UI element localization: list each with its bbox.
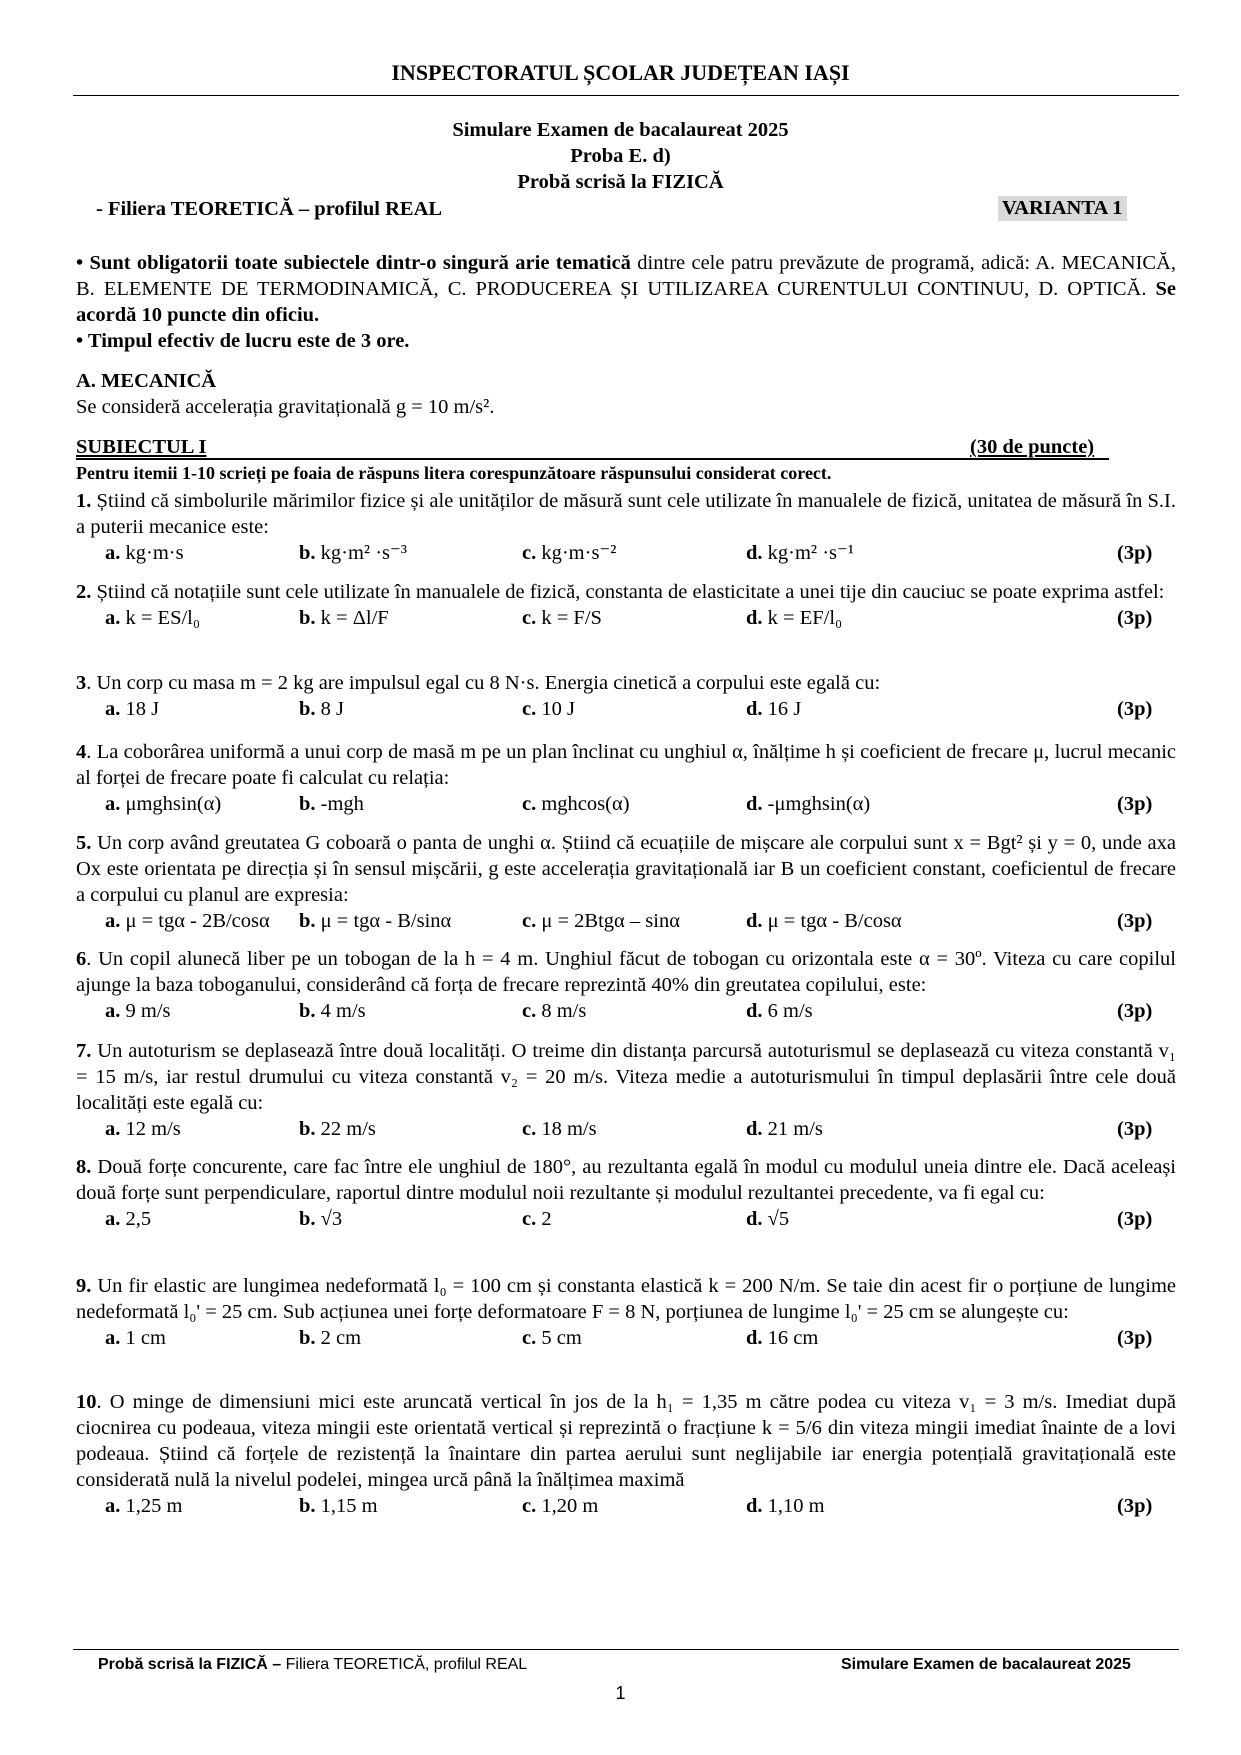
question-2 bbox=[76, 579, 1176, 633]
option-value: 10 J bbox=[541, 698, 575, 720]
option-d bbox=[746, 1206, 789, 1232]
question-body: Un fir elastic are lungimea nedeformată l₀ = 100 cm și constanta elastică k = 200 N/m. Se taie din acest fir o porțiune de lungime nedeformată l₀' = 25 cm. Sub acțiunea unei forțe deformatoare F = 8 N, porțiunea de lungime l₀' = 25 cm se alungește cu: bbox=[76, 1275, 1176, 1323]
option-c bbox=[522, 1116, 597, 1142]
option-c bbox=[522, 540, 616, 566]
option-value: k = Δl/F bbox=[320, 607, 389, 629]
option-c bbox=[522, 696, 575, 722]
question-points: (3p) bbox=[1117, 1208, 1153, 1230]
option-d bbox=[746, 1325, 818, 1351]
exam-title: Simulare Examen de bacalaureat 2025 bbox=[452, 119, 789, 141]
question-body: Știind că notațiile sunt cele utilizate în manualele de fizică, constanta de elasticitate a unei tije din cauciuc se poate exprima astfel: bbox=[91, 581, 1165, 603]
question-number: 7. bbox=[76, 1040, 92, 1062]
option-c bbox=[522, 908, 680, 934]
option-b bbox=[299, 1206, 342, 1232]
option-a bbox=[105, 1206, 151, 1232]
question-number: 2. bbox=[76, 581, 92, 603]
option-b bbox=[299, 1116, 376, 1142]
option-b bbox=[299, 605, 389, 631]
option-value: 6 m/s bbox=[767, 1000, 813, 1022]
option-letter: d. bbox=[746, 607, 763, 629]
option-c bbox=[522, 605, 602, 631]
instructions-paragraph bbox=[76, 250, 1176, 354]
option-c bbox=[522, 1206, 552, 1232]
option-c bbox=[522, 791, 630, 817]
option-value: 12 m/s bbox=[125, 1118, 181, 1140]
option-letter: a. bbox=[105, 1327, 121, 1349]
option-letter: a. bbox=[105, 607, 121, 629]
option-d bbox=[746, 1493, 825, 1519]
question-body: . Un corp cu masa m = 2 kg are impulsul egal cu 8 N·s. Energia cinetică a corpului este egală cu: bbox=[86, 672, 881, 694]
option-letter: c. bbox=[522, 607, 537, 629]
option-b bbox=[299, 696, 344, 722]
option-a bbox=[105, 1493, 182, 1519]
proba-label: Proba E. d) bbox=[570, 145, 671, 167]
option-d bbox=[746, 908, 902, 934]
question-number: 3 bbox=[76, 672, 87, 694]
option-letter: c. bbox=[522, 910, 537, 932]
question-text bbox=[76, 1038, 1176, 1116]
question-1 bbox=[76, 488, 1176, 568]
question-points: (3p) bbox=[1117, 1000, 1153, 1022]
question-6 bbox=[76, 946, 1176, 1026]
option-letter: b. bbox=[299, 1495, 316, 1517]
question-number: 5. bbox=[76, 832, 92, 854]
option-value: 21 m/s bbox=[767, 1118, 823, 1140]
option-value: μ = tgα - 2B/cosα bbox=[125, 910, 270, 932]
option-b bbox=[299, 540, 407, 566]
question-number: 4 bbox=[76, 741, 87, 763]
option-d bbox=[746, 791, 870, 817]
option-value: kg·m·s bbox=[125, 542, 184, 564]
question-body: . Un copil alunecă liber pe un tobogan de la h = 4 m. Unghiul făcut de tobogan cu orizontala este α = 30º. Viteza cu care copilul ajunge la baza toboganului, considerând că forța de frecare reprezintă 40% din greutatea copilului, este: bbox=[76, 948, 1176, 996]
option-letter: d. bbox=[746, 793, 763, 815]
option-value: 9 m/s bbox=[125, 1000, 171, 1022]
question-body: . O minge de dimensiuni mici este aruncată vertical în jos de la h₁ = 1,35 m către podea cu viteza v₁ = 3 m/s. Imediat după ciocnirea cu podeaua, viteza mingii este orientată vertical și reprezintă o fracțiune k = 5/6 din viteza mingii imediat înainte de a lovi podeaua. Știind că forțele de rezistență la înaintare din partea aerului sunt neglijabile iar energia potențială gravitațională este considerată nulă la nivelul podelei, mingea urcă până la înălțimea maximă bbox=[76, 1391, 1176, 1491]
option-b bbox=[299, 998, 366, 1024]
option-value: -μmghsin(α) bbox=[767, 793, 871, 815]
subject-instruction: Pentru itemii 1-10 scrieți pe foaia de răspuns litera corespunzătoare răspunsului considerat corect. bbox=[76, 463, 832, 483]
option-a bbox=[105, 791, 221, 817]
answer-options bbox=[76, 696, 1176, 724]
option-letter: a. bbox=[105, 1495, 121, 1517]
instruction-text: dintre cele patru prevăzute de programă, adică: A. MECANICĂ, B. ELEMENTE DE TERMODINAMICĂ, C. PRODUCEREA ȘI UTILIZAREA CURENTULUI CONTINUU, D. OPTICĂ. bbox=[76, 252, 1176, 300]
question-text bbox=[76, 739, 1176, 791]
option-letter: b. bbox=[299, 1000, 316, 1022]
answer-options bbox=[76, 908, 1176, 936]
question-points: (3p) bbox=[1117, 698, 1153, 720]
answer-options bbox=[76, 605, 1176, 633]
question-text bbox=[76, 1273, 1176, 1325]
option-b bbox=[299, 1493, 378, 1519]
option-d bbox=[746, 605, 842, 631]
option-letter: d. bbox=[746, 698, 763, 720]
option-letter: c. bbox=[522, 698, 537, 720]
option-value: 16 J bbox=[767, 698, 802, 720]
page-number: 1 bbox=[615, 1683, 626, 1703]
instruction-points: Se acordă 10 puncte din oficiu. bbox=[76, 278, 1176, 326]
option-b bbox=[299, 791, 364, 817]
institution-title: INSPECTORATUL ȘCOLAR JUDEȚEAN IAȘI bbox=[391, 60, 850, 85]
option-value: 18 m/s bbox=[541, 1118, 597, 1140]
question-8 bbox=[76, 1154, 1176, 1234]
option-a bbox=[105, 1116, 181, 1142]
option-letter: b. bbox=[299, 910, 316, 932]
option-letter: b. bbox=[299, 793, 316, 815]
answer-options bbox=[76, 540, 1176, 568]
subject-title: SUBIECTUL I bbox=[76, 436, 1109, 460]
question-body: Știind că simbolurile mărimilor fizice și ale unităților de măsură sunt cele utilizate în manualele de fizică, unitatea de măsură în S.I. a puterii mecanice este: bbox=[76, 490, 1176, 538]
question-text bbox=[76, 1389, 1176, 1493]
option-value: 2 bbox=[541, 1208, 552, 1230]
option-value: 22 m/s bbox=[320, 1118, 376, 1140]
question-10 bbox=[76, 1389, 1176, 1521]
option-c bbox=[522, 1325, 582, 1351]
question-body: Un autoturism se deplasează între două localități. O treime din distanța parcursă autoturismul se deplasează cu viteza constantă v₁ = 15 m/s, iar restul drumului cu viteza constantă v₂ = 20 m/s. Viteza medie a autoturismului în timpul deplasării între cele două localități este egală cu: bbox=[76, 1040, 1176, 1114]
option-letter: a. bbox=[105, 542, 121, 564]
answer-options bbox=[76, 1325, 1176, 1353]
option-letter: d. bbox=[746, 1000, 763, 1022]
option-a bbox=[105, 1325, 166, 1351]
question-points: (3p) bbox=[1117, 542, 1153, 564]
option-value: 8 J bbox=[320, 698, 345, 720]
option-letter: d. bbox=[746, 1208, 763, 1230]
filiera-label: - Filiera TEORETICĂ – profilul REAL bbox=[96, 198, 443, 220]
footer-divider bbox=[73, 1649, 1179, 1650]
option-value: -mgh bbox=[320, 793, 364, 815]
subject-points: (30 de puncte) bbox=[970, 436, 1095, 458]
option-value: 1,20 m bbox=[541, 1495, 599, 1517]
option-value: kg·m² ·s⁻¹ bbox=[767, 542, 854, 564]
question-text bbox=[76, 579, 1176, 605]
option-letter: d. bbox=[746, 1495, 763, 1517]
question-7 bbox=[76, 1038, 1176, 1144]
question-points: (3p) bbox=[1117, 1118, 1153, 1140]
option-b bbox=[299, 1325, 361, 1351]
option-d bbox=[746, 1116, 823, 1142]
option-letter: c. bbox=[522, 1495, 537, 1517]
answer-options bbox=[76, 1206, 1176, 1234]
option-a bbox=[105, 540, 184, 566]
question-text bbox=[76, 488, 1176, 540]
option-value: 2 cm bbox=[320, 1327, 362, 1349]
option-value: kg·m·s⁻² bbox=[541, 542, 617, 564]
question-4 bbox=[76, 739, 1176, 819]
option-letter: a. bbox=[105, 698, 121, 720]
question-text bbox=[76, 830, 1176, 908]
question-9 bbox=[76, 1273, 1176, 1353]
option-d bbox=[746, 998, 813, 1024]
answer-options bbox=[76, 791, 1176, 819]
option-letter: a. bbox=[105, 793, 121, 815]
header-divider bbox=[73, 95, 1179, 96]
option-value: k = F/S bbox=[541, 607, 602, 629]
option-value: k = ES/l₀ bbox=[125, 607, 201, 629]
option-value: μ = 2Btgα – sinα bbox=[541, 910, 680, 932]
answer-options bbox=[76, 998, 1176, 1026]
question-number: 9. bbox=[76, 1275, 92, 1297]
question-text bbox=[76, 946, 1176, 998]
option-value: mghcos(α) bbox=[541, 793, 630, 815]
question-body: Un corp având greutatea G coboară o panta de unghi α. Știind că ecuațiile de mișcare ale corpului sunt x = Bgt² și y = 0, unde axa Ox este orientata pe direcția și în sensul mișcării, g este accelerația gravitațională iar B un coeficient constant, coeficientul de frecare a corpului cu planul are expresia: bbox=[76, 832, 1176, 906]
section-title: A. MECANICĂ bbox=[76, 370, 217, 392]
option-a bbox=[105, 908, 270, 934]
instruction-bold: • Sunt obligatorii toate subiectele dintr-o singură arie tematică bbox=[76, 252, 631, 274]
question-body: Două forțe concurente, care fac între ele unghiul de 180°, au rezultanta egală în modul cu modulul uneia dintre ele. Dacă aceleași două forțe sunt perpendiculare, raportul dintre modulul noii rezultante și modulul rezultantei precedente, va fi egal cu: bbox=[76, 1156, 1176, 1204]
instruction-time: • Timpul efectiv de lucru este de 3 ore. bbox=[76, 330, 410, 352]
option-letter: a. bbox=[105, 910, 121, 932]
option-value: 16 cm bbox=[767, 1327, 819, 1349]
question-points: (3p) bbox=[1117, 910, 1153, 932]
option-letter: c. bbox=[522, 1000, 537, 1022]
footer-right: Simulare Examen de bacalaureat 2025 bbox=[841, 1656, 1131, 1673]
question-3 bbox=[76, 670, 1176, 724]
question-points: (3p) bbox=[1117, 793, 1153, 815]
option-value: μmghsin(α) bbox=[125, 793, 222, 815]
footer-left-bold: Probă scrisă la FIZICĂ – bbox=[98, 1656, 282, 1673]
option-value: 2,5 bbox=[125, 1208, 152, 1230]
question-points: (3p) bbox=[1117, 607, 1153, 629]
footer-left bbox=[98, 1656, 527, 1674]
option-letter: b. bbox=[299, 1327, 316, 1349]
option-value: 18 J bbox=[125, 698, 160, 720]
option-value: 1 cm bbox=[125, 1327, 166, 1349]
option-letter: d. bbox=[746, 910, 763, 932]
question-number: 10 bbox=[76, 1391, 97, 1413]
option-d bbox=[746, 540, 854, 566]
option-d bbox=[746, 696, 801, 722]
option-value: √3 bbox=[320, 1208, 343, 1230]
question-points: (3p) bbox=[1117, 1327, 1153, 1349]
option-letter: c. bbox=[522, 793, 537, 815]
option-letter: b. bbox=[299, 1208, 316, 1230]
option-value: μ = tgα - B/cosα bbox=[767, 910, 902, 932]
question-body: . La coborârea uniformă a unui corp de masă m pe un plan înclinat cu unghiul α, înălțime h și coeficient de frecare μ, lucrul mecanic al forței de frecare poate fi calculat cu relația: bbox=[76, 741, 1176, 789]
option-value: 8 m/s bbox=[541, 1000, 587, 1022]
option-letter: b. bbox=[299, 698, 316, 720]
option-value: 1,15 m bbox=[320, 1495, 378, 1517]
option-letter: c. bbox=[522, 1208, 537, 1230]
question-points: (3p) bbox=[1117, 1495, 1153, 1517]
section-note: Se consideră accelerația gravitațională g = 10 m/s². bbox=[76, 396, 495, 418]
option-value: √5 bbox=[767, 1208, 790, 1230]
option-c bbox=[522, 998, 586, 1024]
question-text bbox=[76, 1154, 1176, 1206]
option-letter: d. bbox=[746, 1118, 763, 1140]
question-number: 6 bbox=[76, 948, 87, 970]
option-value: kg·m² ·s⁻³ bbox=[320, 542, 407, 564]
option-letter: c. bbox=[522, 1327, 537, 1349]
option-b bbox=[299, 908, 451, 934]
option-letter: d. bbox=[746, 542, 763, 564]
option-value: 4 m/s bbox=[320, 1000, 366, 1022]
question-number: 1. bbox=[76, 490, 92, 512]
option-value: k = EF/l₀ bbox=[767, 607, 843, 629]
option-letter: c. bbox=[522, 1118, 537, 1140]
option-value: μ = tgα - B/sinα bbox=[320, 910, 452, 932]
option-letter: a. bbox=[105, 1118, 121, 1140]
option-value: 1,25 m bbox=[125, 1495, 183, 1517]
answer-options bbox=[76, 1493, 1176, 1521]
option-value: 5 cm bbox=[541, 1327, 582, 1349]
footer-left-text: Filiera TEORETICĂ, profilul REAL bbox=[281, 1656, 528, 1673]
option-letter: d. bbox=[746, 1327, 763, 1349]
option-letter: b. bbox=[299, 607, 316, 629]
option-letter: c. bbox=[522, 542, 537, 564]
question-5 bbox=[76, 830, 1176, 936]
option-letter: a. bbox=[105, 1000, 121, 1022]
option-letter: b. bbox=[299, 542, 316, 564]
option-a bbox=[105, 696, 159, 722]
option-letter: b. bbox=[299, 1118, 316, 1140]
option-letter: a. bbox=[105, 1208, 121, 1230]
question-number: 8. bbox=[76, 1156, 92, 1178]
option-c bbox=[522, 1493, 598, 1519]
option-a bbox=[105, 605, 200, 631]
question-text bbox=[76, 670, 1176, 696]
option-a bbox=[105, 998, 171, 1024]
answer-options bbox=[76, 1116, 1176, 1144]
option-value: 1,10 m bbox=[767, 1495, 825, 1517]
subject-label: Probă scrisă la FIZICĂ bbox=[517, 171, 724, 193]
variant-badge: VARIANTA 1 bbox=[998, 196, 1127, 221]
